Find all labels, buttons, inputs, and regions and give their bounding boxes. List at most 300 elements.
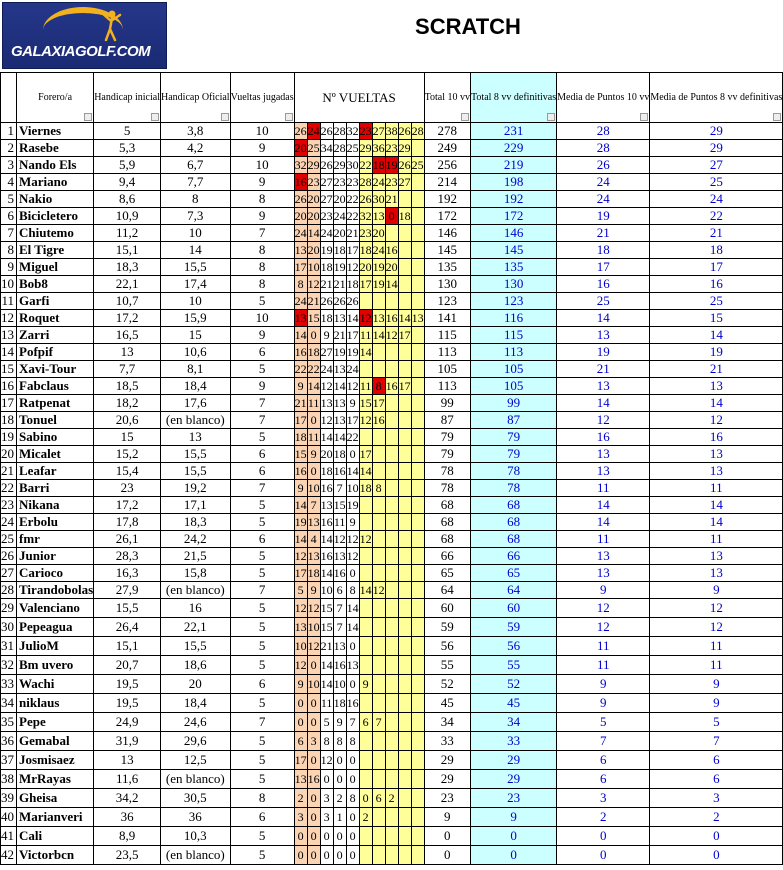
cell-hcp-oficial[interactable]: (en blanco) (161, 770, 231, 789)
cell-vuelta-1[interactable]: 8 (294, 276, 307, 293)
cell-vuelta-1[interactable]: 17 (294, 751, 307, 770)
cell-vuelta-8[interactable] (385, 412, 398, 429)
cell-hcp-oficial[interactable]: 15,9 (161, 310, 231, 327)
cell-vuelta-1[interactable]: 0 (294, 694, 307, 713)
cell-media-10[interactable]: 14 (557, 310, 650, 327)
cell-vueltas-jugadas[interactable]: 5 (230, 361, 294, 378)
cell-forero[interactable]: Nando Els (17, 157, 94, 174)
cell-hcp-inicial[interactable]: 17,2 (94, 310, 161, 327)
cell-vuelta-2[interactable]: 12 (307, 637, 320, 656)
cell-vuelta-1[interactable]: 24 (294, 294, 307, 308)
cell-media-8[interactable]: 19 (650, 344, 783, 361)
cell-total-10[interactable]: 68 (424, 531, 470, 548)
cell-hcp-oficial[interactable]: 24,6 (161, 713, 231, 732)
cell-vuelta-3[interactable]: 16 (320, 481, 333, 495)
cell-hcp-inicial[interactable]: 10,9 (94, 208, 161, 225)
cell-hcp-inicial[interactable]: 15,4 (94, 463, 161, 480)
cell-vueltas-jugadas[interactable]: 5 (230, 497, 294, 514)
cell-hcp-inicial[interactable]: 9,4 (94, 174, 161, 191)
cell-vuelta-10[interactable] (411, 599, 424, 618)
cell-vuelta-1[interactable]: 12 (294, 599, 307, 618)
cell-vuelta-10[interactable] (411, 174, 424, 191)
cell-vuelta-1[interactable]: 18 (294, 430, 307, 444)
cell-vuelta-9[interactable] (398, 497, 411, 514)
cell-hcp-inicial[interactable]: 16,5 (94, 327, 161, 344)
cell-vuelta-6[interactable]: 14 (359, 345, 372, 359)
cell-vueltas-jugadas[interactable]: 9 (230, 174, 294, 191)
cell-media-8[interactable]: 11 (650, 656, 783, 675)
cell-vuelta-3[interactable]: 12 (320, 751, 333, 770)
cell-vuelta-9[interactable] (398, 480, 411, 497)
cell-vuelta-5[interactable]: 13 (346, 656, 359, 675)
cell-vuelta-3[interactable]: 23 (320, 209, 333, 223)
cell-vuelta-5[interactable]: 0 (346, 446, 359, 463)
cell-vuelta-4[interactable]: 26 (333, 294, 346, 308)
cell-vuelta-5[interactable]: 17 (346, 328, 359, 342)
cell-vuelta-3[interactable]: 13 (320, 396, 333, 410)
cell-hcp-inicial[interactable]: 17,2 (94, 497, 161, 514)
cell-vuelta-6[interactable] (359, 656, 372, 675)
cell-total-8[interactable]: 0 (471, 827, 557, 846)
cell-hcp-oficial[interactable]: 15,5 (161, 637, 231, 656)
cell-vuelta-5[interactable]: 22 (346, 430, 359, 444)
cell-hcp-inicial[interactable]: 15,5 (94, 599, 161, 618)
cell-total-10[interactable]: 172 (424, 208, 470, 225)
cell-total-8[interactable]: 113 (471, 344, 557, 361)
cell-forero[interactable]: niklaus (17, 694, 94, 713)
cell-total-8[interactable]: 34 (471, 713, 557, 732)
cell-vuelta-9[interactable] (398, 565, 411, 582)
cell-vuelta-2[interactable]: 0 (307, 846, 320, 865)
cell-vuelta-9[interactable] (398, 637, 411, 656)
cell-media-8[interactable]: 16 (650, 276, 783, 293)
cell-vueltas-jugadas[interactable]: 6 (230, 675, 294, 694)
cell-vuelta-3[interactable]: 18 (320, 260, 333, 274)
cell-position[interactable]: 40 (1, 808, 17, 827)
cell-vuelta-3[interactable]: 18 (320, 311, 333, 325)
cell-hcp-oficial[interactable]: 15 (161, 327, 231, 344)
cell-media-8[interactable]: 9 (650, 694, 783, 713)
cell-forero[interactable]: Wachi (17, 675, 94, 694)
cell-total-10[interactable]: 99 (424, 395, 470, 412)
cell-vuelta-1[interactable]: 17 (294, 260, 307, 274)
cell-hcp-oficial[interactable]: 4,2 (161, 140, 231, 157)
cell-vuelta-10[interactable] (411, 732, 424, 751)
cell-total-8[interactable]: 68 (471, 497, 557, 514)
cell-vuelta-3[interactable]: 20 (320, 447, 333, 461)
cell-total-8[interactable]: 66 (471, 548, 557, 565)
cell-total-8[interactable]: 146 (471, 225, 557, 242)
cell-vueltas-jugadas[interactable]: 5 (230, 770, 294, 789)
cell-media-10[interactable]: 9 (557, 694, 650, 713)
cell-position[interactable]: 11 (1, 293, 17, 310)
cell-vuelta-6[interactable] (359, 827, 372, 846)
cell-vuelta-7[interactable] (372, 808, 385, 827)
cell-position[interactable]: 24 (1, 514, 17, 531)
header-vueltas-jugadas[interactable] (230, 73, 294, 123)
cell-vueltas-jugadas[interactable]: 5 (230, 548, 294, 565)
cell-vuelta-9[interactable] (398, 599, 411, 618)
cell-vuelta-8[interactable]: 16 (385, 311, 398, 325)
cell-vuelta-1[interactable]: 17 (294, 413, 307, 427)
cell-vuelta-8[interactable] (385, 344, 398, 361)
cell-vuelta-7[interactable]: 12 (372, 583, 385, 597)
cell-vuelta-3[interactable]: 13 (320, 498, 333, 512)
cell-vuelta-2[interactable]: 0 (307, 808, 320, 827)
cell-vueltas-jugadas[interactable]: 6 (230, 808, 294, 827)
cell-vuelta-6[interactable] (359, 732, 372, 751)
cell-hcp-oficial[interactable]: 10 (161, 293, 231, 310)
cell-hcp-oficial[interactable]: 15,5 (161, 463, 231, 480)
cell-forero[interactable]: Fabclaus (17, 378, 94, 395)
cell-vueltas-jugadas[interactable]: 5 (230, 514, 294, 531)
cell-vuelta-10[interactable] (411, 846, 424, 865)
cell-vuelta-2[interactable]: 10 (307, 618, 320, 637)
cell-media-8[interactable]: 12 (650, 412, 783, 429)
cell-vuelta-6[interactable]: 15 (359, 396, 372, 410)
cell-total-10[interactable]: 78 (424, 480, 470, 497)
cell-total-10[interactable]: 135 (424, 259, 470, 276)
cell-vuelta-2[interactable]: 23 (307, 175, 320, 189)
cell-media-10[interactable]: 24 (557, 174, 650, 191)
cell-vuelta-8[interactable] (385, 751, 398, 770)
cell-media-8[interactable]: 13 (650, 548, 783, 565)
cell-media-10[interactable]: 16 (557, 429, 650, 446)
cell-vuelta-8[interactable]: 20 (385, 260, 398, 274)
cell-forero[interactable]: Ratpenat (17, 395, 94, 412)
cell-vuelta-6[interactable]: 14 (359, 464, 372, 478)
cell-vuelta-2[interactable]: 14 (307, 379, 320, 393)
filter-icon[interactable] (84, 113, 92, 121)
cell-vuelta-3[interactable]: 27 (320, 192, 333, 206)
cell-vuelta-4[interactable]: 7 (333, 480, 346, 497)
cell-vueltas-jugadas[interactable]: 7 (230, 713, 294, 732)
cell-total-10[interactable]: 78 (424, 463, 470, 480)
cell-hcp-oficial[interactable]: 18,3 (161, 514, 231, 531)
cell-total-8[interactable]: 115 (471, 327, 557, 344)
cell-vuelta-3[interactable]: 26 (320, 294, 333, 308)
cell-vuelta-5[interactable]: 30 (346, 158, 359, 172)
cell-vuelta-2[interactable]: 0 (307, 412, 320, 429)
cell-position[interactable]: 8 (1, 242, 17, 259)
cell-vuelta-6[interactable] (359, 361, 372, 378)
cell-hcp-inicial[interactable]: 15 (94, 429, 161, 446)
cell-hcp-oficial[interactable]: 19,2 (161, 480, 231, 497)
cell-media-8[interactable]: 0 (650, 827, 783, 846)
cell-vuelta-7[interactable]: 6 (372, 789, 385, 808)
cell-vuelta-5[interactable]: 12 (346, 532, 359, 546)
cell-media-10[interactable]: 28 (557, 123, 650, 140)
cell-vuelta-10[interactable] (411, 378, 424, 395)
cell-vuelta-6[interactable] (359, 694, 372, 713)
cell-hcp-oficial[interactable]: 18,6 (161, 656, 231, 675)
galaxiagolf-logo[interactable] (2, 2, 167, 69)
cell-vueltas-jugadas[interactable]: 8 (230, 789, 294, 808)
cell-vuelta-6[interactable] (359, 770, 372, 789)
cell-vuelta-1[interactable]: 0 (294, 827, 307, 846)
cell-vuelta-3[interactable]: 3 (320, 789, 333, 808)
cell-vuelta-10[interactable] (411, 259, 424, 276)
cell-vuelta-10[interactable] (411, 582, 424, 599)
cell-total-10[interactable]: 23 (424, 789, 470, 808)
cell-position[interactable]: 26 (1, 548, 17, 565)
cell-vuelta-8[interactable] (385, 548, 398, 565)
cell-vuelta-2[interactable]: 4 (307, 531, 320, 548)
cell-vuelta-4[interactable]: 6 (333, 582, 346, 599)
cell-hcp-inicial[interactable]: 5,3 (94, 140, 161, 157)
cell-vuelta-3[interactable]: 27 (320, 175, 333, 189)
cell-hcp-oficial[interactable]: 6,7 (161, 157, 231, 174)
cell-media-10[interactable]: 14 (557, 514, 650, 531)
cell-hcp-oficial[interactable]: 15,5 (161, 446, 231, 463)
cell-media-10[interactable]: 26 (557, 157, 650, 174)
cell-position[interactable]: 21 (1, 463, 17, 480)
cell-total-8[interactable]: 29 (471, 770, 557, 789)
cell-vuelta-5[interactable]: 12 (346, 549, 359, 563)
cell-media-8[interactable]: 0 (650, 846, 783, 865)
cell-forero[interactable]: Sabino (17, 429, 94, 446)
cell-hcp-oficial[interactable]: (en blanco) (161, 846, 231, 865)
cell-vuelta-1[interactable]: 9 (294, 675, 307, 694)
cell-vueltas-jugadas[interactable]: 8 (230, 191, 294, 208)
cell-position[interactable]: 12 (1, 310, 17, 327)
cell-vueltas-jugadas[interactable]: 5 (230, 618, 294, 637)
cell-position[interactable]: 30 (1, 618, 17, 637)
header-media-10[interactable] (557, 73, 650, 123)
cell-vuelta-6[interactable]: 12 (359, 311, 372, 325)
cell-position[interactable]: 38 (1, 770, 17, 789)
cell-vuelta-2[interactable]: 3 (307, 732, 320, 751)
cell-media-8[interactable]: 29 (650, 123, 783, 140)
cell-vuelta-7[interactable] (372, 827, 385, 846)
cell-vuelta-10[interactable] (411, 395, 424, 412)
cell-vuelta-5[interactable]: 16 (346, 694, 359, 713)
cell-hcp-oficial[interactable]: 13 (161, 429, 231, 446)
cell-vuelta-4[interactable]: 23 (333, 175, 346, 189)
cell-total-10[interactable]: 87 (424, 412, 470, 429)
cell-vuelta-8[interactable] (385, 599, 398, 618)
cell-vuelta-3[interactable]: 16 (320, 515, 333, 529)
cell-vuelta-5[interactable]: 22 (346, 209, 359, 223)
cell-hcp-oficial[interactable]: 21,5 (161, 548, 231, 565)
cell-hcp-oficial[interactable]: 18,4 (161, 694, 231, 713)
cell-vuelta-6[interactable]: 11 (359, 328, 372, 342)
cell-vuelta-9[interactable] (398, 225, 411, 242)
cell-vuelta-3[interactable]: 0 (320, 827, 333, 846)
cell-vuelta-6[interactable] (359, 637, 372, 656)
cell-vueltas-jugadas[interactable]: 9 (230, 208, 294, 225)
cell-vuelta-5[interactable]: 0 (346, 827, 359, 846)
cell-media-10[interactable]: 13 (557, 378, 650, 395)
cell-vuelta-1[interactable]: 13 (294, 311, 307, 325)
cell-hcp-inicial[interactable]: 19,5 (94, 675, 161, 694)
cell-vuelta-2[interactable]: 0 (307, 694, 320, 713)
cell-vuelta-1[interactable]: 20 (294, 141, 307, 155)
cell-forero[interactable]: Miguel (17, 259, 94, 276)
cell-total-8[interactable]: 68 (471, 531, 557, 548)
cell-vuelta-1[interactable]: 22 (294, 362, 307, 376)
cell-vuelta-7[interactable]: 16 (372, 413, 385, 427)
header-hcp-inicial[interactable] (94, 73, 161, 123)
cell-vueltas-jugadas[interactable]: 10 (230, 157, 294, 174)
cell-vuelta-7[interactable] (372, 599, 385, 618)
cell-media-10[interactable]: 13 (557, 327, 650, 344)
cell-vuelta-1[interactable]: 19 (294, 515, 307, 529)
cell-vuelta-10[interactable] (411, 694, 424, 713)
cell-hcp-inicial[interactable]: 15,1 (94, 242, 161, 259)
cell-vuelta-6[interactable]: 6 (359, 713, 372, 732)
cell-total-10[interactable]: 79 (424, 429, 470, 446)
cell-vuelta-7[interactable] (372, 463, 385, 480)
cell-total-8[interactable]: 79 (471, 446, 557, 463)
cell-vuelta-2[interactable]: 0 (307, 789, 320, 808)
cell-vuelta-7[interactable] (372, 656, 385, 675)
cell-vuelta-5[interactable]: 0 (346, 675, 359, 694)
cell-forero[interactable]: Cali (17, 827, 94, 846)
cell-vuelta-6[interactable] (359, 497, 372, 514)
cell-vuelta-2[interactable]: 0 (307, 463, 320, 480)
header-hcp-oficial[interactable] (161, 73, 231, 123)
cell-vuelta-3[interactable]: 18 (320, 464, 333, 478)
filter-icon[interactable] (773, 113, 781, 121)
cell-vuelta-5[interactable]: 0 (346, 751, 359, 770)
cell-vueltas-jugadas[interactable]: 5 (230, 565, 294, 582)
cell-media-8[interactable]: 2 (650, 808, 783, 827)
cell-media-10[interactable]: 24 (557, 191, 650, 208)
cell-vuelta-9[interactable] (398, 548, 411, 565)
cell-vuelta-3[interactable]: 21 (320, 637, 333, 656)
cell-vuelta-6[interactable]: 12 (359, 413, 372, 427)
cell-vuelta-7[interactable]: 13 (372, 311, 385, 325)
cell-hcp-inicial[interactable]: 15,2 (94, 446, 161, 463)
cell-vuelta-10[interactable] (411, 770, 424, 789)
cell-vuelta-1[interactable]: 10 (294, 637, 307, 656)
cell-vuelta-4[interactable]: 7 (333, 599, 346, 618)
cell-vuelta-6[interactable]: 11 (359, 379, 372, 393)
cell-vuelta-3[interactable]: 5 (320, 713, 333, 732)
cell-vuelta-1[interactable]: 16 (294, 464, 307, 478)
cell-position[interactable]: 27 (1, 565, 17, 582)
cell-hcp-inicial[interactable]: 23 (94, 480, 161, 497)
cell-position[interactable]: 34 (1, 694, 17, 713)
cell-vuelta-6[interactable] (359, 751, 372, 770)
cell-vuelta-2[interactable]: 0 (307, 327, 320, 344)
cell-media-8[interactable]: 24 (650, 191, 783, 208)
cell-vuelta-9[interactable] (398, 242, 411, 259)
cell-position[interactable]: 4 (1, 174, 17, 191)
cell-media-10[interactable]: 25 (557, 293, 650, 310)
cell-hcp-inicial[interactable]: 24,9 (94, 713, 161, 732)
cell-vuelta-3[interactable]: 21 (320, 277, 333, 291)
cell-vuelta-3[interactable]: 15 (320, 599, 333, 618)
cell-vuelta-5[interactable]: 17 (346, 413, 359, 427)
cell-hcp-inicial[interactable]: 5 (94, 123, 161, 140)
cell-total-8[interactable]: 9 (471, 808, 557, 827)
cell-forero[interactable]: Pepeagua (17, 618, 94, 637)
cell-media-8[interactable]: 25 (650, 293, 783, 310)
cell-vuelta-9[interactable]: 27 (398, 175, 411, 189)
cell-vuelta-4[interactable]: 0 (333, 751, 346, 770)
cell-position[interactable]: 36 (1, 732, 17, 751)
cell-vuelta-1[interactable]: 13 (294, 618, 307, 637)
cell-vuelta-4[interactable]: 29 (333, 158, 346, 172)
cell-media-10[interactable]: 9 (557, 675, 650, 694)
cell-hcp-oficial[interactable]: 3,8 (161, 123, 231, 140)
cell-vuelta-10[interactable]: 28 (411, 124, 424, 138)
cell-position[interactable]: 17 (1, 395, 17, 412)
cell-media-8[interactable]: 27 (650, 157, 783, 174)
cell-vuelta-5[interactable]: 9 (346, 514, 359, 531)
cell-media-10[interactable]: 3 (557, 789, 650, 808)
cell-vueltas-jugadas[interactable]: 5 (230, 599, 294, 618)
cell-total-10[interactable]: 113 (424, 378, 470, 395)
cell-vuelta-4[interactable]: 24 (333, 209, 346, 223)
cell-total-8[interactable]: 105 (471, 361, 557, 378)
cell-vuelta-2[interactable]: 9 (307, 582, 320, 599)
cell-vuelta-7[interactable]: 14 (372, 328, 385, 342)
cell-vuelta-7[interactable] (372, 548, 385, 565)
cell-forero[interactable]: Garfi (17, 293, 94, 310)
cell-vuelta-1[interactable]: 0 (294, 713, 307, 732)
cell-forero[interactable]: Gemabal (17, 732, 94, 751)
cell-media-8[interactable]: 12 (650, 599, 783, 618)
cell-position[interactable]: 33 (1, 675, 17, 694)
cell-forero[interactable]: Barri (17, 480, 94, 497)
cell-vuelta-8[interactable] (385, 395, 398, 412)
cell-media-8[interactable]: 18 (650, 242, 783, 259)
cell-media-8[interactable]: 14 (650, 327, 783, 344)
cell-media-10[interactable]: 13 (557, 548, 650, 565)
cell-hcp-inicial[interactable]: 18,5 (94, 378, 161, 395)
cell-hcp-oficial[interactable]: 17,4 (161, 276, 231, 293)
cell-vuelta-7[interactable]: 8 (372, 378, 385, 395)
cell-vuelta-4[interactable]: 12 (333, 532, 346, 546)
cell-total-10[interactable]: 141 (424, 310, 470, 327)
cell-vuelta-8[interactable]: 21 (385, 192, 398, 206)
cell-forero[interactable]: fmr (17, 531, 94, 548)
cell-vuelta-4[interactable]: 2 (333, 789, 346, 808)
cell-vuelta-3[interactable]: 26 (320, 124, 333, 138)
cell-position[interactable]: 23 (1, 497, 17, 514)
cell-vuelta-8[interactable] (385, 827, 398, 846)
cell-vuelta-6[interactable]: 20 (359, 260, 372, 274)
cell-hcp-inicial[interactable]: 13 (94, 344, 161, 361)
cell-hcp-oficial[interactable]: 12,5 (161, 751, 231, 770)
cell-vuelta-6[interactable] (359, 293, 372, 310)
cell-vuelta-4[interactable]: 19 (333, 345, 346, 359)
cell-hcp-oficial[interactable]: 10,6 (161, 344, 231, 361)
cell-position[interactable]: 14 (1, 344, 17, 361)
cell-hcp-oficial[interactable]: 10,3 (161, 827, 231, 846)
cell-vueltas-jugadas[interactable]: 5 (230, 846, 294, 865)
cell-total-8[interactable]: 64 (471, 582, 557, 599)
cell-vuelta-8[interactable] (385, 618, 398, 637)
cell-hcp-oficial[interactable]: 18,4 (161, 378, 231, 395)
cell-vuelta-9[interactable] (398, 293, 411, 310)
cell-hcp-oficial[interactable]: 8 (161, 191, 231, 208)
cell-vuelta-9[interactable] (398, 531, 411, 548)
cell-media-10[interactable]: 21 (557, 225, 650, 242)
cell-vuelta-10[interactable] (411, 751, 424, 770)
cell-vuelta-1[interactable]: 14 (294, 532, 307, 546)
cell-forero[interactable]: Marianveri (17, 808, 94, 827)
cell-media-8[interactable]: 14 (650, 497, 783, 514)
cell-vuelta-5[interactable]: 22 (346, 192, 359, 206)
cell-vuelta-6[interactable]: 23 (359, 226, 372, 240)
cell-total-10[interactable]: 45 (424, 694, 470, 713)
cell-vuelta-1[interactable]: 9 (294, 480, 307, 497)
cell-vuelta-3[interactable]: 26 (320, 158, 333, 172)
